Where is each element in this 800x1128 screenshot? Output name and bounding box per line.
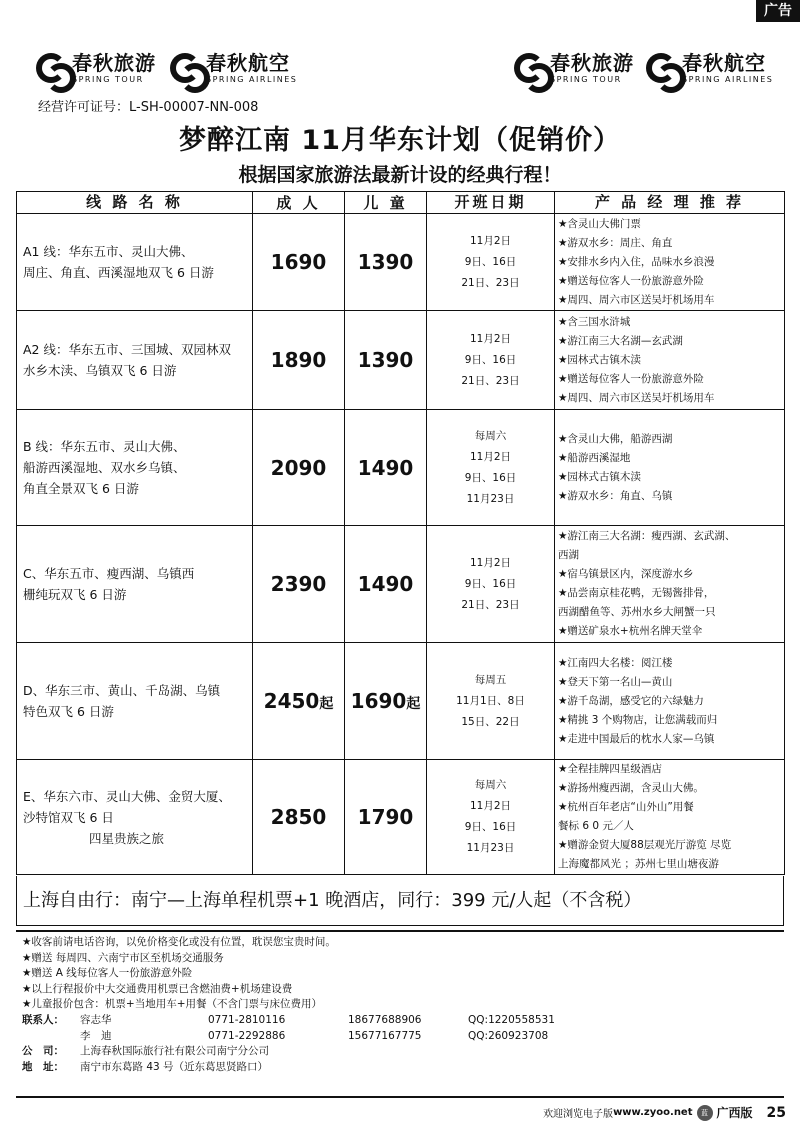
contact-phone: 0771-2292886 [208, 1029, 286, 1042]
route-line: C、华东五市、瘦西湖、乌镇西 [23, 566, 195, 581]
date-line: 11月2日 [469, 234, 512, 247]
date-line: 11月1日、8日 [456, 694, 525, 707]
child-price: 1390 [357, 250, 414, 274]
table-row [17, 526, 785, 643]
recommend-item: 餐标 6 0 元／人 [558, 820, 634, 832]
child-price-cell [345, 410, 427, 526]
logo-en-text: SPRING AIRLINES [206, 74, 298, 84]
page-subtitle: 根据国家旅游法最新计设的经典行程！ [238, 164, 562, 186]
route-cell [17, 526, 253, 643]
note-line: ★赠送 A 线每位客人一份旅游意外险 [22, 967, 193, 980]
date-line: 11月2日 [469, 450, 512, 463]
child-price-cell [345, 214, 427, 311]
child-price: 1490 [357, 572, 414, 596]
adult-price: 2390 [270, 572, 327, 596]
route-line: E、华东六市、灵山大佛、金贸大厦、 [23, 788, 231, 804]
recommend-item: ★江南四大名楼：阅江楼 [558, 656, 673, 669]
date-line: 11月23日 [466, 842, 515, 854]
recommend-item: ★园林式古镇木渎 [558, 470, 641, 483]
edition-badge-icon: 蓝 [697, 1105, 713, 1121]
recommend-item: ★品尝南京桂花鸭，无锡酱排骨， [558, 587, 715, 599]
date-line: 11月2日 [469, 556, 512, 569]
recommend-item: ★全程挂牌四星级酒店 [558, 763, 662, 775]
child-price-suffix: 起 [406, 696, 421, 712]
recommend-item: ★精挑 3 个购物店，让您满载而归 [558, 713, 718, 726]
page-number: 25 [766, 1104, 786, 1121]
recommend-item: ★登天下第一名山—黄山 [558, 675, 673, 688]
company-name: 上海春秋国际旅行社有限公司南宁分公司 [80, 1045, 269, 1058]
note-line: ★收客前请电话咨询，以免价格变化或没有位置，耽误您宝贵时间。 [22, 936, 336, 948]
spring-logo-icon [512, 51, 546, 85]
spring-logo-icon [168, 51, 202, 85]
route-line: 栅纯玩双飞 6 日游 [23, 587, 127, 602]
adult-price-cell [253, 760, 345, 875]
date-line: 15日、22日 [461, 715, 520, 728]
header-notes: 产 品 经 理 推 荐 [555, 192, 785, 214]
dates-cell [427, 526, 555, 643]
recommend-item: ★游扬州瘦西湖，含灵山大佛。 [558, 782, 704, 794]
recommend-item: ★安排水乡内入住，品味水乡浪漫 [558, 255, 715, 268]
dates-cell [427, 311, 555, 410]
logo-text: 春秋航空 [206, 50, 290, 75]
table-header-row [17, 192, 785, 214]
adult-price-cell [253, 410, 345, 526]
date-line: 9日、16日 [464, 471, 517, 484]
adult-price: 2090 [270, 455, 327, 480]
address-label: 地 址： [22, 1060, 64, 1073]
route-line: A2 线：华东五市、三国城、双园林双 [23, 342, 231, 357]
recommend-item: 西湖醋鱼等、苏州水乡大闸蟹一只 [558, 606, 716, 618]
dates-cell [427, 760, 555, 875]
adult-price: 2850 [270, 805, 327, 829]
header-dates: 开班日期 [427, 192, 555, 214]
notes-cell [555, 643, 785, 760]
logo-text: 春秋旅游 [550, 50, 634, 75]
address-text: 南宁市东葛路 43 号（近东葛思贤路口） [80, 1060, 269, 1073]
table-row [17, 311, 785, 410]
header-route: 线 路 名 称 [17, 192, 253, 214]
contact-mobile: 18677688906 [348, 1013, 422, 1026]
company-label: 公 司： [22, 1045, 64, 1058]
itinerary-table [16, 191, 785, 875]
recommend-item: ★杭州百年老店“山外山”用餐 [558, 801, 694, 813]
recommend-item: ★宿乌镇景区内，深度游水乡 [558, 568, 694, 580]
logo-text: 春秋航空 [682, 50, 766, 75]
date-line: 11月23日 [466, 492, 515, 505]
recommend-item: ★赠送每位客人一份旅游意外险 [558, 274, 704, 287]
note-line: ★赠送 每周四、六南宁市区至机场交通服务 [22, 951, 224, 964]
spring-logo-icon [644, 51, 678, 85]
date-line: 每周六 [474, 779, 507, 791]
contact-qq: QQ:260923708 [468, 1029, 549, 1042]
logo-en-text: SPRING AIRLINES [682, 74, 774, 84]
recommend-item: ★园林式古镇木渎 [558, 353, 641, 366]
date-line: 21日、23日 [461, 276, 520, 289]
route-line: 四星贵族之旅 [89, 830, 165, 846]
route-cell [17, 311, 253, 410]
date-line: 21日、23日 [461, 598, 520, 611]
page-footer [543, 1104, 786, 1121]
contact-row [22, 1013, 778, 1029]
recommend-item: ★赠游金贸大厦88层观光厅游览 尽览 [558, 839, 732, 851]
date-line: 每周五 [474, 673, 507, 686]
route-line: A1 线：华东五市、灵山大佛、 [23, 244, 194, 259]
adult-price-cell [253, 526, 345, 643]
recommend-item: 西湖 [558, 549, 579, 561]
recommend-item: ★周四、周六市区送吴圩机场用车 [558, 293, 715, 306]
adult-price: 2450 [263, 689, 320, 713]
recommend-item: ★游江南三大名湖—玄武湖 [558, 334, 683, 347]
notes-cell [555, 214, 785, 311]
notes-cell [555, 526, 785, 643]
recommend-item: ★含灵山大佛门票 [558, 217, 641, 230]
child-price: 1390 [357, 348, 414, 372]
note-line: ★儿童报价包含：机票+当地用车+用餐（不含门票与床位费用） [22, 998, 323, 1011]
recommend-item: ★游江南三大名湖：瘦西湖、玄武湖、 [558, 530, 736, 542]
contact-row [22, 1029, 778, 1045]
note-line: ★以上行程报价中大交通费用机票已含燃油费+机场建设费 [22, 982, 293, 995]
table-row [17, 760, 785, 875]
route-line: 沙特馆双飞 6 日 [23, 809, 114, 825]
company-row [22, 1044, 778, 1060]
adult-price: 1890 [270, 348, 327, 372]
date-line: 9日、16日 [464, 577, 517, 590]
route-line: 周庄、角直、西溪湿地双飞 6 日游 [23, 265, 214, 280]
recommend-item: ★周四、周六市区送吴圩机场用车 [558, 391, 715, 404]
route-cell [17, 410, 253, 526]
recommend-item: ★赠送矿泉水+杭州名牌天堂伞 [558, 625, 703, 637]
footer-text: 欢迎浏览电子版 [543, 1109, 614, 1120]
dates-cell [427, 643, 555, 760]
dates-cell [427, 410, 555, 526]
child-price-cell [345, 760, 427, 875]
contact-mobile: 15677167775 [348, 1029, 422, 1042]
route-line: B 线：华东五市、灵山大佛、 [23, 439, 186, 454]
adult-price-cell [253, 214, 345, 311]
footer-url[interactable]: www.zyoo.net [613, 1107, 693, 1118]
spring-tour-logo [34, 44, 156, 92]
date-line: 11月2日 [469, 332, 512, 345]
route-line: 角直全景双飞 6 日游 [23, 481, 139, 496]
date-line: 11月2日 [469, 800, 512, 812]
table-row [17, 214, 785, 311]
route-line: D、华东三市、黄山、千岛湖、乌镇 [23, 683, 221, 698]
notes-cell [555, 760, 785, 875]
logo-en-text: SPRING TOUR [72, 74, 144, 84]
route-cell [17, 760, 253, 875]
child-price-cell [345, 526, 427, 643]
recommend-item: ★游千岛湖，感受它的六绿魅力 [558, 694, 704, 707]
contact-qq: QQ:1220558531 [468, 1013, 555, 1026]
date-line: 每周六 [474, 429, 507, 442]
spring-airlines-logo [644, 44, 773, 92]
adult-price-suffix: 起 [319, 696, 334, 712]
recommend-item: ★游双水乡：周庄、角直 [558, 236, 673, 249]
address-row [22, 1060, 778, 1076]
route-line: 船游西溪湿地、双水乡乌镇、 [23, 460, 186, 475]
dates-cell [427, 214, 555, 311]
table-row [17, 410, 785, 526]
route-line: 水乡木渎、乌镇双飞 6 日游 [23, 363, 177, 378]
date-line: 21日、23日 [461, 374, 520, 387]
header-adult: 成 人 [253, 192, 345, 214]
recommend-item: ★含三国水浒城 [558, 315, 631, 328]
page-title: 梦醉江南 11月华东计划（促销价） [179, 125, 621, 156]
adult-price: 1690 [270, 250, 327, 274]
child-price-cell [345, 643, 427, 760]
route-cell [17, 643, 253, 760]
spring-tour-logo [512, 44, 634, 92]
recommend-item: ★含灵山大佛，船游西湖 [558, 432, 673, 445]
table-row [17, 643, 785, 760]
free-travel-offer: 上海自由行：南宁—上海单程机票+1 晚酒店，同行：399 元/人起（不含税） [16, 876, 784, 926]
spring-logo-icon [34, 51, 68, 85]
contact-phone: 0771-2810116 [208, 1013, 286, 1026]
footer-edition: 广西版 [716, 1106, 753, 1120]
child-price: 1790 [357, 805, 414, 829]
adult-price-cell [253, 311, 345, 410]
contact-name: 李 迪 [80, 1029, 112, 1042]
route-line: 特色双飞 6 日游 [23, 704, 114, 719]
notes-cell [555, 311, 785, 410]
date-line: 9日、16日 [464, 255, 517, 268]
contact-name: 容志华 [80, 1013, 112, 1026]
recommend-item: ★赠送每位客人一份旅游意外险 [558, 372, 704, 385]
notes-cell [555, 410, 785, 526]
header-child: 儿 童 [345, 192, 427, 214]
contact-label: 联系人： [22, 1013, 64, 1026]
adult-price-cell [253, 643, 345, 760]
child-price: 1490 [357, 455, 414, 480]
recommend-item: ★走进中国最后的枕水人家—乌镇 [558, 732, 715, 745]
ad-label: 广告 [756, 0, 800, 22]
child-price-cell [345, 311, 427, 410]
date-line: 9日、16日 [464, 821, 517, 833]
spring-airlines-logo [168, 44, 297, 92]
recommend-item: ★船游西溪湿地 [558, 451, 631, 464]
date-line: 9日、16日 [464, 353, 517, 366]
license-number: 经营许可证号：L-SH-00007-NN-008 [38, 100, 259, 115]
logo-text: 春秋旅游 [72, 50, 156, 75]
recommend-item: ★游双水乡：角直、乌镇 [558, 489, 673, 502]
logo-en-text: SPRING TOUR [550, 74, 622, 84]
child-price: 1690 [350, 689, 407, 713]
route-cell [17, 214, 253, 311]
recommend-item: 上海魔都风光 ；苏州七里山塘夜游 [558, 858, 719, 870]
notes-box [16, 930, 784, 1098]
